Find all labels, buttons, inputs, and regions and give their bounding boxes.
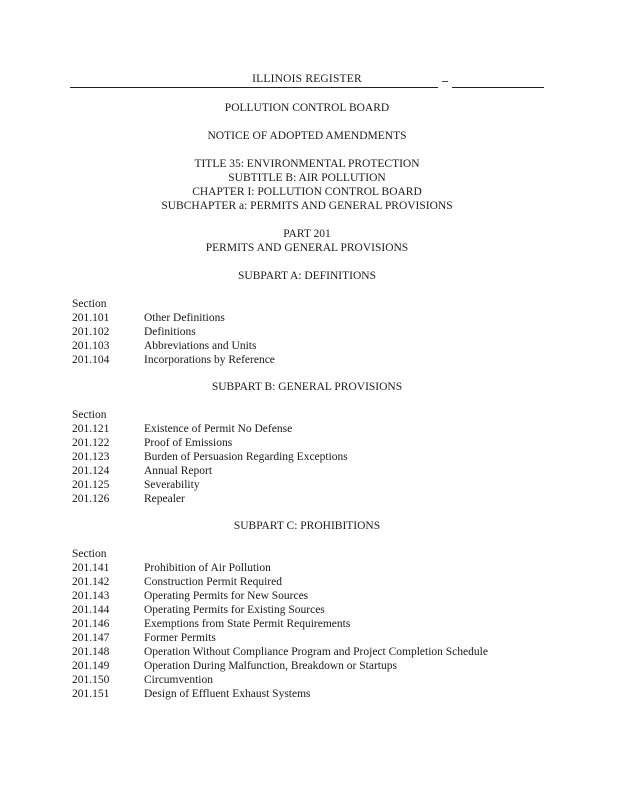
section-number: 201.103 [72,340,110,352]
chapter-line: CHAPTER I: POLLUTION CONTROL BOARD [192,186,422,198]
section-title: Construction Permit Required [144,576,282,588]
section-number: 201.102 [72,326,110,338]
toc-row [72,422,348,436]
section-title: Operation Without Compliance Program and Project Completion Schedule [144,646,488,658]
section-title: Prohibition of Air Pollution [144,562,271,574]
subpart-c-toc [72,547,488,701]
section-title: Operation During Malfunction, Breakdown or Startups [144,660,397,672]
section-title: Circumvention [144,674,213,686]
toc-row [72,603,488,617]
section-number: 201.147 [72,632,110,644]
header-mark [442,81,448,82]
toc-row [72,311,275,325]
section-title: Proof of Emissions [144,437,233,449]
part-number: PART 201 [283,228,331,240]
section-number: 201.148 [72,646,110,658]
section-title: Incorporations by Reference [144,354,275,366]
section-number: 201.146 [72,618,110,630]
section-label: Section [72,548,107,560]
subpart-heading: SUBPART C: PROHIBITIONS [233,520,381,532]
toc-row [72,575,488,589]
subtitle-line: SUBTITLE B: AIR POLLUTION [228,172,386,184]
section-number: 201.121 [72,423,110,435]
toc-row [72,687,488,701]
toc-row [72,492,348,506]
section-number: 201.141 [72,562,110,574]
section-title: Former Permits [144,632,216,644]
register-title: ILLINOIS REGISTER [252,73,362,85]
part-title: PERMITS AND GENERAL PROVISIONS [205,242,409,254]
section-title: Definitions [144,326,196,338]
notice-title: NOTICE OF ADOPTED AMENDMENTS [207,130,407,142]
section-number: 201.101 [72,312,110,324]
section-number: 201.142 [72,576,110,588]
toc-row [72,673,488,687]
toc-row [72,617,488,631]
toc-row [72,589,488,603]
toc-row [72,464,348,478]
toc-row [72,436,348,450]
toc-row [72,631,488,645]
section-title: Operating Permits for New Sources [144,590,309,602]
section-title: Repealer [144,493,185,505]
section-label: Section [72,298,107,310]
title-line: TITLE 35: ENVIRONMENTAL PROTECTION [194,158,420,170]
toc-row [72,561,488,575]
section-number: 201.123 [72,451,110,463]
toc-row [72,645,488,659]
section-number: 201.124 [72,465,110,477]
header-rule-left [70,87,438,88]
section-number: 201.151 [72,688,110,700]
section-number: 201.104 [72,354,110,366]
section-number: 201.126 [72,493,110,505]
section-number: 201.125 [72,479,110,491]
section-title: Severability [144,479,200,491]
section-number: 201.144 [72,604,110,616]
toc-row [72,478,348,492]
section-title: Operating Permits for Existing Sources [144,604,325,616]
toc-row [72,325,275,339]
toc-row [72,339,275,353]
toc-row [72,353,275,367]
subpart-heading: SUBPART B: GENERAL PROVISIONS [211,381,403,393]
register-header [70,72,544,88]
section-title: Exemptions from State Permit Requirements [144,618,351,630]
section-title: Existence of Permit No Defense [144,423,293,435]
subpart-b-toc [72,408,348,506]
section-number: 201.122 [72,437,110,449]
board-name: POLLUTION CONTROL BOARD [224,102,390,114]
toc-row [72,450,348,464]
section-number: 201.149 [72,660,110,672]
section-number: 201.143 [72,590,110,602]
toc-row [72,659,488,673]
subpart-heading: SUBPART A: DEFINITIONS [238,270,376,282]
section-title: Other Definitions [144,312,225,324]
subchapter-line: SUBCHAPTER a: PERMITS AND GENERAL PROVISIONS [161,200,453,212]
section-number: 201.150 [72,674,110,686]
section-label: Section [72,409,107,421]
header-rule-right [452,87,544,88]
section-title: Abbreviations and Units [144,340,257,352]
section-title: Burden of Persuasion Regarding Exceptions [144,451,348,463]
section-title: Annual Report [144,465,213,477]
subpart-a-toc [72,297,275,367]
section-title: Design of Effluent Exhaust Systems [144,688,311,700]
